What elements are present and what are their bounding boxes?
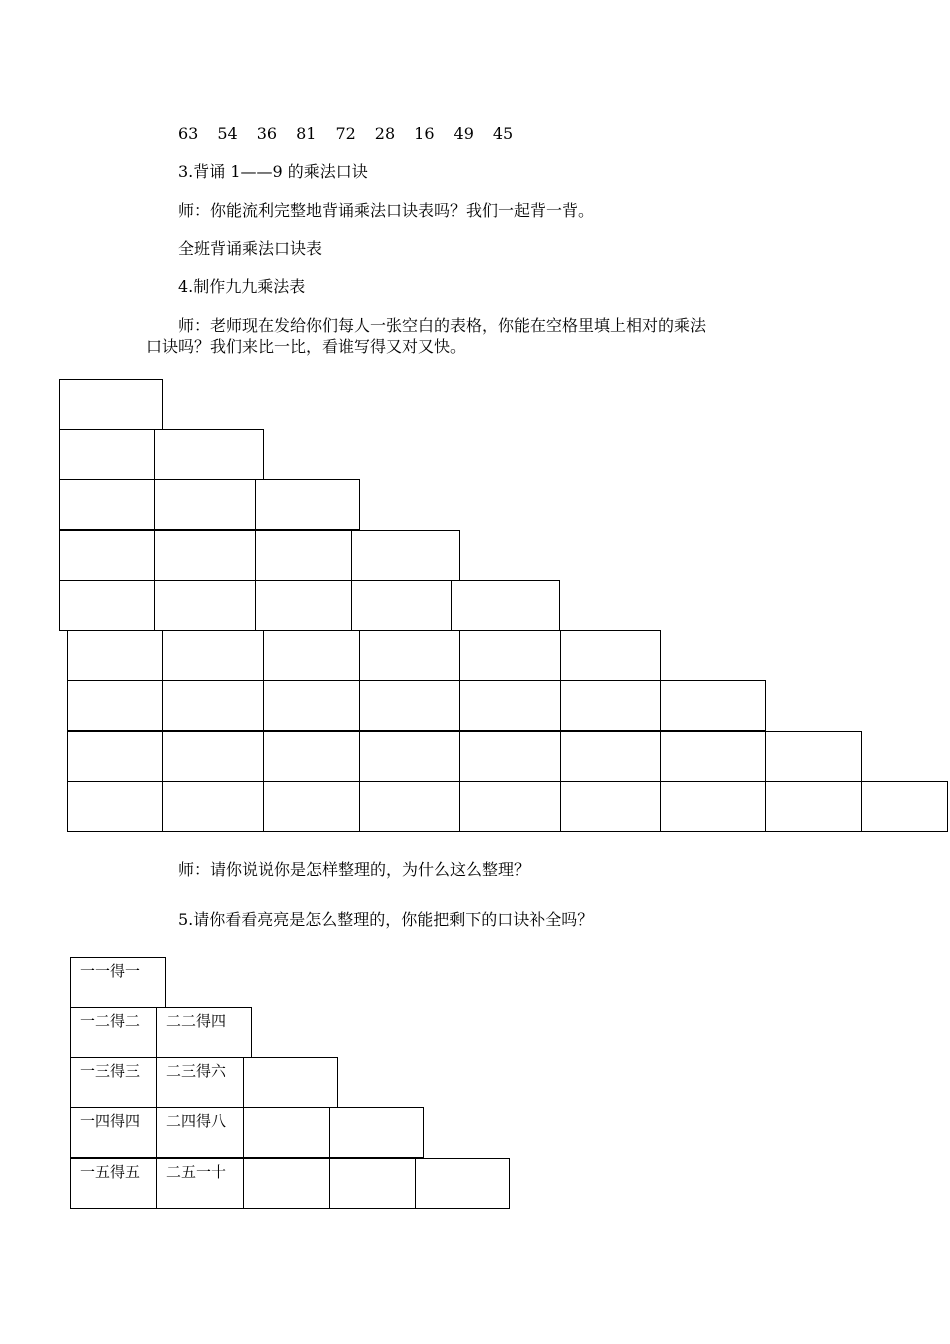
blank-table-cell [59, 379, 163, 430]
blank-table-cell [255, 580, 352, 631]
blank-table-cell [459, 630, 561, 681]
blank-table-cell [59, 530, 155, 581]
blank-table-cell [660, 680, 766, 731]
multiplication-rhyme: 一二得二 [80, 1012, 141, 1030]
blank-table-cell [59, 429, 155, 480]
blank-table-cell [359, 781, 460, 832]
number: 36 [256, 124, 278, 143]
liangliang-table-cell [70, 1158, 157, 1209]
multiplication-rhyme: 二四得八 [166, 1112, 227, 1130]
blank-table-cell [154, 429, 264, 480]
blank-table-cell [67, 731, 163, 782]
blank-table-cell [59, 479, 155, 530]
blank-table-cell [263, 731, 360, 782]
blank-table-cell [154, 530, 256, 581]
liangliang-table-cell [70, 1107, 157, 1158]
teacher-question-text: 师：请你说说你是怎样整理的，为什么这么整理？ [178, 860, 531, 879]
number: 16 [414, 124, 435, 143]
blank-table-cell [162, 680, 264, 731]
number-list [178, 124, 532, 144]
item-5-heading: 5.请你看看亮亮是怎么整理的，你能把剩下的口诀补全吗？ [178, 910, 594, 929]
multiplication-rhyme: 二三得六 [166, 1062, 227, 1080]
blank-table-cell [162, 731, 264, 782]
liangliang-table-cell [156, 1057, 244, 1108]
teacher-blank-table-text-line2: 口诀吗？我们来比一比，看谁写得又对又快。 [146, 337, 467, 356]
liangliang-table-cell [156, 1007, 252, 1058]
liangliang-table-cell [415, 1158, 510, 1209]
blank-table-cell [351, 580, 452, 631]
blank-table-cell [765, 731, 862, 782]
blank-table-cell [560, 781, 661, 832]
blank-table-cell [560, 731, 661, 782]
liangliang-table-cell [329, 1107, 424, 1158]
blank-table-cell [660, 731, 766, 782]
item-4-heading: 4.制作九九乘法表 [178, 277, 306, 296]
multiplication-rhyme: 一五得五 [80, 1163, 141, 1181]
blank-table-cell [459, 680, 561, 731]
number: 49 [453, 124, 474, 143]
blank-table-cell [660, 781, 766, 832]
blank-table-cell [162, 781, 264, 832]
liangliang-table-cell [156, 1158, 244, 1209]
blank-table-cell [560, 680, 661, 731]
blank-table-cell [861, 781, 948, 832]
teacher-blank-table-text-line1: 师：老师现在发给你们每人一张空白的表格，你能在空格里填上相对的乘法 [178, 316, 707, 335]
class-recite-text: 全班背诵乘法口诀表 [178, 239, 323, 258]
liangliang-table-cell [70, 957, 166, 1008]
blank-table-cell [263, 781, 360, 832]
blank-table-cell [154, 479, 256, 530]
blank-table-cell [67, 680, 163, 731]
blank-table-cell [359, 680, 460, 731]
liangliang-table-cell [70, 1007, 157, 1058]
blank-table-cell [263, 680, 360, 731]
blank-table-cell [255, 479, 360, 530]
liangliang-table-cell [329, 1158, 416, 1209]
blank-table-cell [67, 781, 163, 832]
blank-table-cell [67, 630, 163, 681]
blank-table-cell [459, 731, 561, 782]
blank-table-cell [359, 731, 460, 782]
liangliang-table-cell [243, 1057, 338, 1108]
number: 81 [296, 124, 317, 143]
liangliang-table-cell [156, 1107, 244, 1158]
teacher-recite-text: 师：你能流利完整地背诵乘法口诀表吗？我们一起背一背。 [178, 201, 595, 220]
item-3-heading: 3.背诵 1——9 的乘法口诀 [178, 162, 368, 181]
blank-table-cell [560, 630, 661, 681]
number: 63 [178, 124, 199, 143]
blank-table-cell [154, 580, 256, 631]
number: 45 [492, 124, 514, 143]
blank-table-cell [263, 630, 360, 681]
blank-table-cell [765, 781, 862, 832]
blank-table-cell [162, 630, 264, 681]
number: 54 [217, 124, 238, 143]
multiplication-rhyme: 二二得四 [166, 1012, 227, 1030]
liangliang-table-cell [70, 1057, 157, 1108]
liangliang-table-cell [243, 1158, 330, 1209]
multiplication-rhyme: 一一得一 [80, 962, 141, 980]
multiplication-rhyme: 一四得四 [80, 1112, 141, 1130]
blank-table-cell [459, 781, 561, 832]
number: 28 [374, 124, 396, 143]
blank-table-cell [359, 630, 460, 681]
multiplication-rhyme: 一三得三 [80, 1062, 141, 1080]
blank-table-cell [451, 580, 560, 631]
blank-table-cell [255, 530, 352, 581]
blank-table-cell [59, 580, 155, 631]
blank-table-cell [351, 530, 460, 581]
liangliang-table-cell [243, 1107, 330, 1158]
multiplication-rhyme: 二五一十 [166, 1163, 227, 1181]
number: 72 [335, 124, 356, 143]
